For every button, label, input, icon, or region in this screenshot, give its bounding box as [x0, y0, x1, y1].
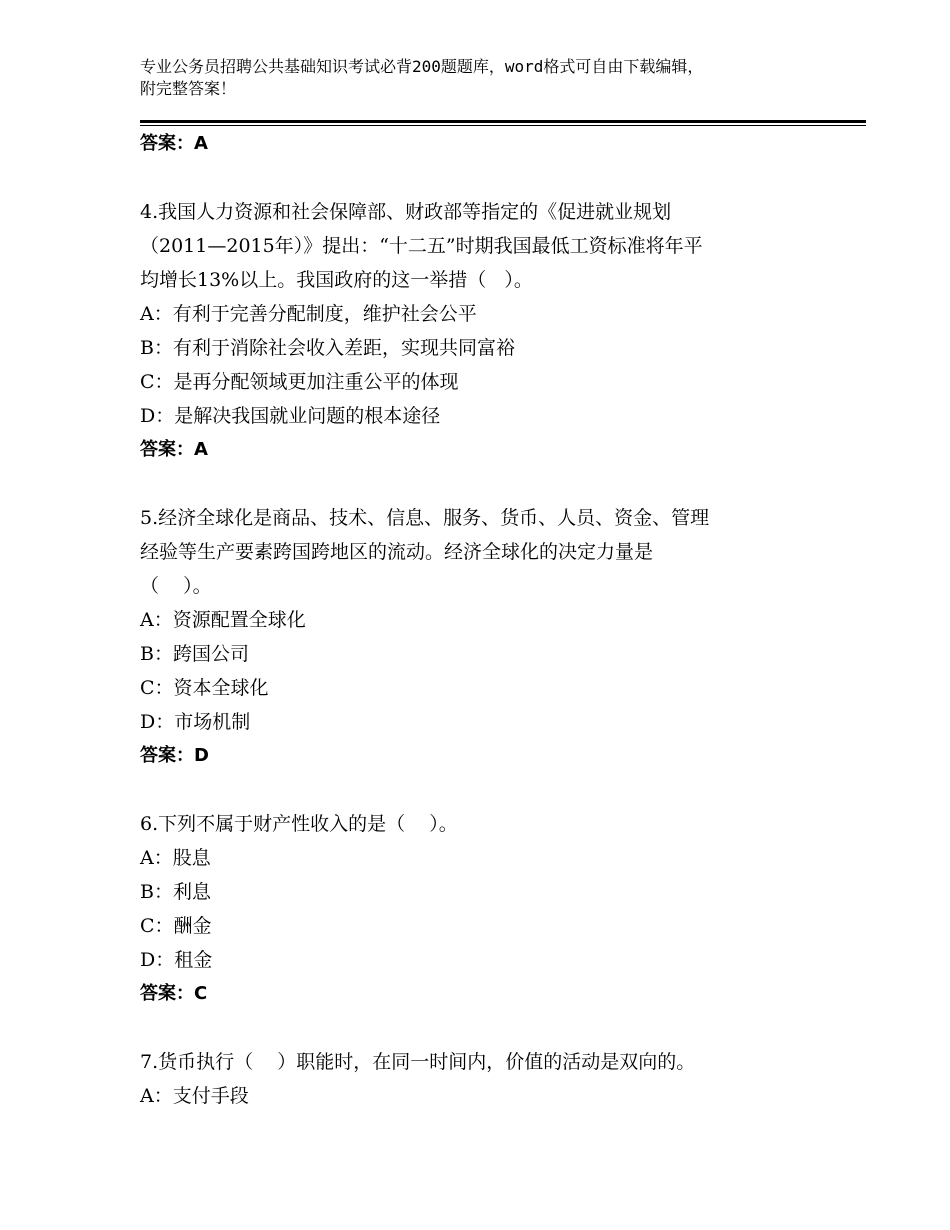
question-text-line: 4.我国人力资源和社会保障部、财政部等指定的《促进就业规划 [140, 201, 672, 223]
option-d: D：市场机制 [140, 711, 251, 733]
document-header [140, 56, 840, 100]
option-a: A：资源配置全球化 [140, 609, 306, 631]
option-c: C：是再分配领域更加注重公平的体现 [140, 371, 459, 393]
option-a: A：股息 [140, 847, 211, 869]
option-a: A：有利于完善分配制度，维护社会公平 [140, 303, 477, 325]
question-text-line: 7.货币执行（ ）职能时，在同一时间内，价值的活动是双向的。 [140, 1051, 696, 1073]
option-c: C：酬金 [140, 915, 212, 937]
question-text-line: 6.下列不属于财产性收入的是（ ）。 [140, 813, 458, 835]
question-list [140, 127, 840, 1113]
question-text-line: （2011—2015年）》提出：“十二五”时期我国最低工资标准将年平 [140, 235, 703, 257]
question-text-line: （ ）。 [140, 575, 212, 597]
header-rule-thin [140, 125, 866, 126]
answer: 答案：D [140, 745, 209, 766]
question-text-line: 5.经济全球化是商品、技术、信息、服务、货币、人员、资金、管理 [140, 507, 710, 529]
question-5 [140, 501, 840, 773]
header-rule-thick [140, 120, 866, 123]
answer: 答案：A [140, 439, 208, 460]
answer: 答案：C [140, 983, 208, 1004]
question-6 [140, 807, 840, 1011]
option-d: D：租金 [140, 949, 213, 971]
option-a: A：支付手段 [140, 1085, 249, 1107]
option-b: B：有利于消除社会收入差距，实现共同富裕 [140, 337, 515, 359]
question-4 [140, 195, 840, 467]
option-b: B：利息 [140, 881, 211, 903]
question-text-line: 经验等生产要素跨国跨地区的流动。经济全球化的决定力量是 [140, 541, 654, 563]
option-c: C：资本全球化 [140, 677, 269, 699]
answer-q3: 答案：A [140, 133, 208, 154]
question-text-line: 均增长13%以上。我国政府的这一举措（ ）。 [140, 269, 533, 291]
header-line-1: 专业公务员招聘公共基础知识考试必背200题题库，word格式可自由下载编辑， [140, 57, 704, 76]
header-line-2: 附完整答案！ [140, 79, 237, 98]
option-b: B：跨国公司 [140, 643, 249, 665]
question-7 [140, 1045, 840, 1113]
option-d: D：是解决我国就业问题的根本途径 [140, 405, 441, 427]
